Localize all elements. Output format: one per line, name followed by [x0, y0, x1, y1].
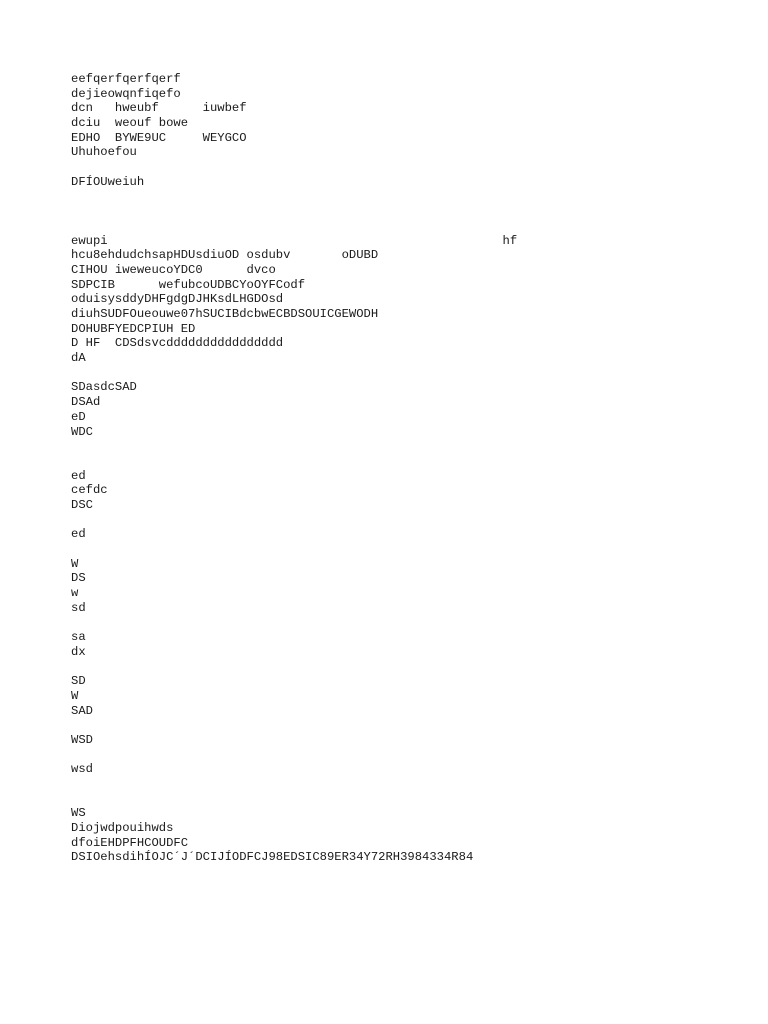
text-line: dx: [71, 644, 86, 659]
document-body: [71, 72, 751, 865]
text-line: ed: [71, 527, 86, 542]
text-line: [71, 513, 751, 528]
text-line: cefdc: [71, 483, 108, 498]
text-line: DSC: [71, 497, 93, 512]
text-line: sd: [71, 600, 86, 615]
text-line: w: [71, 586, 79, 601]
text-line: [71, 792, 751, 807]
text-line: WDC: [71, 424, 93, 439]
text-line: DSIOehsdihÍOJC´J´DCIJÍODFCJ98EDSIC89ER34Y72RH3984334R84: [71, 850, 474, 865]
text-line: oduisysddyDHFgdgDJHKsdLHGDOsd: [71, 292, 284, 307]
text-line: [71, 366, 751, 381]
text-line: SDPCIB wefubcoUDBCYoOYFCodf: [71, 277, 306, 292]
text-line: WSD: [71, 732, 93, 747]
text-line: [71, 718, 751, 733]
text-line: [71, 439, 751, 454]
text-line: [71, 160, 751, 175]
text-line: [71, 219, 751, 234]
text-line: dfoiEHDPFHCOUDFC: [71, 835, 189, 850]
text-line: diuhSUDFOueouwe07hSUCIBdcbwECBDSOUICGEWODH: [71, 307, 379, 321]
text-line: ewupi hf: [71, 233, 518, 248]
text-line: [71, 615, 751, 630]
text-line: Diojwdpouihwds: [71, 821, 174, 836]
text-line: SAD: [71, 703, 93, 718]
text-line: dejieowqnfiqefo: [71, 86, 181, 101]
text-line: W: [71, 688, 79, 703]
text-line: sa: [71, 630, 86, 645]
text-line: eefqerfqerfqerf: [71, 72, 181, 86]
text-line: eD: [71, 409, 86, 424]
text-line: CIHOU iweweucoYDC0 dvco: [71, 262, 276, 277]
text-line: WS: [71, 806, 86, 821]
text-line: [71, 204, 751, 219]
text-line: SD: [71, 674, 86, 689]
text-line: Uhuhoefou: [71, 145, 137, 160]
text-line: D HF CDSdsvcdddddddddddddddd: [71, 336, 284, 351]
text-line: [71, 542, 751, 557]
text-line: SDasdcSAD: [71, 380, 137, 395]
text-line: [71, 777, 751, 792]
text-line: DFÍOUweiuh: [71, 174, 145, 189]
text-line: dciu weouf bowe: [71, 116, 189, 131]
text-line: dA: [71, 351, 86, 366]
text-line: [71, 454, 751, 469]
text-line: [71, 190, 751, 205]
text-line: dcn hweubf iuwbef: [71, 101, 247, 116]
text-line: [71, 748, 751, 763]
text-line: ed: [71, 468, 86, 483]
text-line: DOHUBFYEDCPIUH ED: [71, 321, 196, 336]
text-line: DS: [71, 571, 86, 586]
text-line: W: [71, 556, 79, 571]
text-line: [71, 660, 751, 675]
text-line: wsd: [71, 762, 93, 777]
text-line: hcu8ehdudchsapHDUsdiuOD osdubv oDUBD: [71, 248, 379, 263]
text-line: EDHO BYWE9UC WEYGCO: [71, 130, 247, 145]
text-line: DSAd: [71, 395, 101, 410]
